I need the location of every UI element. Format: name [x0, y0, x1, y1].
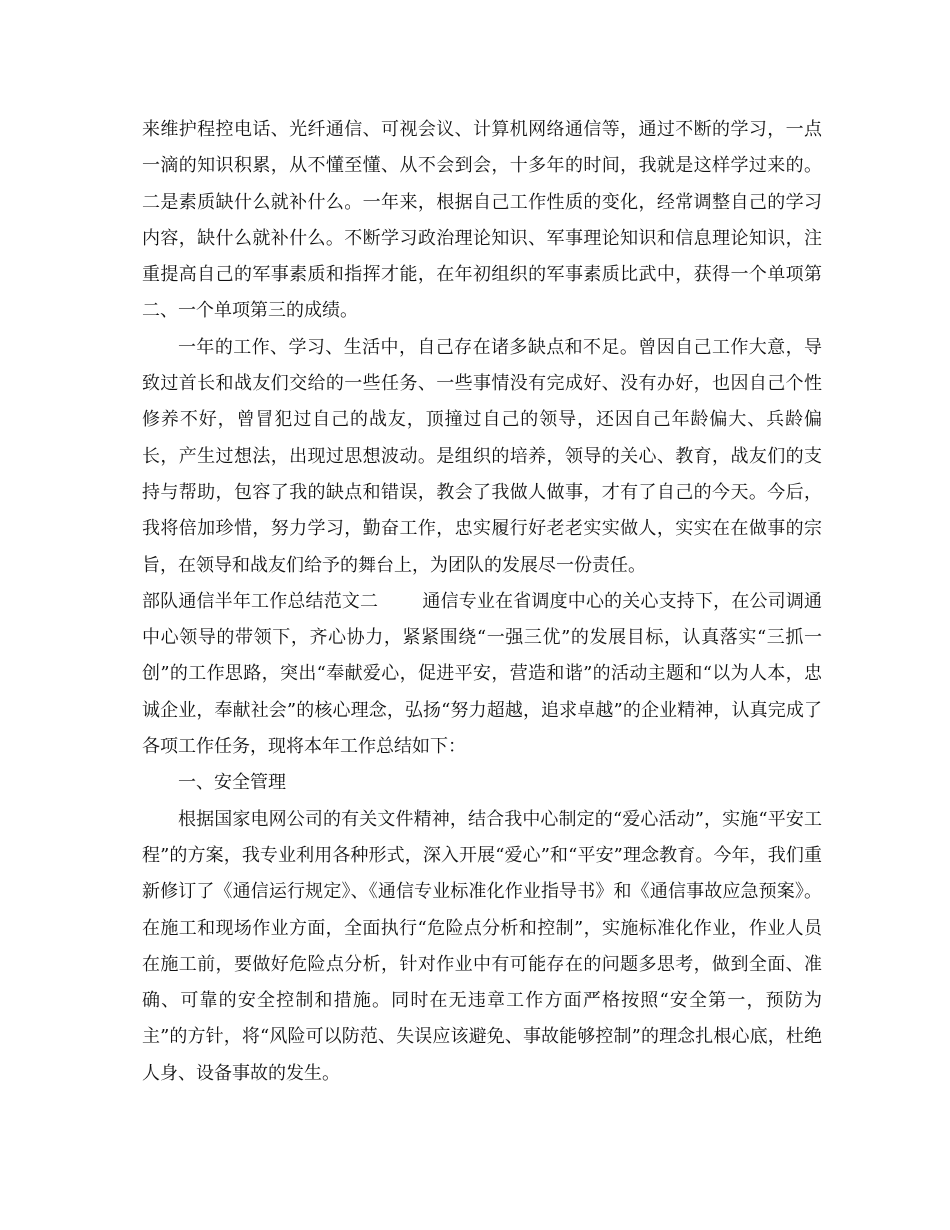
section-paragraph — [142, 584, 822, 765]
heading-safety-management: 一、安全管理 — [178, 772, 286, 794]
document-body — [142, 112, 822, 1092]
paragraph-continued: 来维护程控电话、光纤通信、可视会议、计算机网络通信等，通过不断的学习，一点一滴的知识积累，从不懂至懂、从不会到会，十多年的时间，我就是这样学过来的。二是素质缺什么就补什么。一年来，根据自己工作性质的变化，经常调整自己的学习内容，缺什么就补什么。不断学习政治理论知识、军事理论知识和信息理论知识，注重提高自己的军事素质和指挥才能，在年初组织的军事素质比武中，获得一个单项第二、一个单项第三的成绩。 — [142, 119, 822, 322]
section-title: 部队通信半年工作总结范文二 — [142, 590, 379, 612]
paragraph-shortcomings: 一年的工作、学习、生活中，自己存在诸多缺点和不足。曾因自己工作大意，导致过首长和战友们交给的一些任务、一些事情没有完成好、没有办好，也因自己个性修养不好，曾冒犯过自己的战友，顶撞过自己的领导，还因自己年龄偏大、兵龄偏长，产生过想法，出现过思想波动。是组织的培养，领导的关心、教育，战友们的支持与帮助，包容了我的缺点和错误，教会了我做人做事，才有了自己的今天。今后，我将倍加珍惜，努力学习，勤奋工作，忠实履行好老老实实做人，实实在在做事的宗旨，在领导和战友们给予的舞台上，为团队的发展尽一份责任。 — [142, 336, 822, 576]
section-intro: 通信专业在省调度中心的关心支持下，在公司调通中心领导的带领下，齐心协力，紧紧围绕“一强三优”的发展目标，认真落实“三抓一创”的工作思路，突出“奉献爱心，促进平安，营造和谐”的活动主题和“以为人本，忠诚企业，奉献社会”的核心理念，弘扬“努力超越，追求卓越”的企业精神，认真完成了各项工作任务，现将本年工作总结如下： — [142, 590, 823, 758]
paragraph-safety: 根据国家电网公司的有关文件精神，结合我中心制定的“爱心活动”，实施“平安工程”的方案，我专业利用各种形式，深入开展“爱心”和“平安”理念教育。今年，我们重新修订了《通信运行规定》、《通信专业标准化作业指导书》和《通信事故应急预案》。在施工和现场作业方面，全面执行“危险点分析和控制”，实施标准化作业，作业人员在施工前，要做好危险点分析，针对作业中有可能存在的问题多思考，做到全面、准确、可靠的安全控制和措施。同时在无违章工作方面严格按照“安全第一，预防为主”的方针，将“风险可以防范、失误应该避免、事故能够控制”的理念扎根心底，杜绝人身、设备事故的发生。 — [142, 808, 822, 1084]
